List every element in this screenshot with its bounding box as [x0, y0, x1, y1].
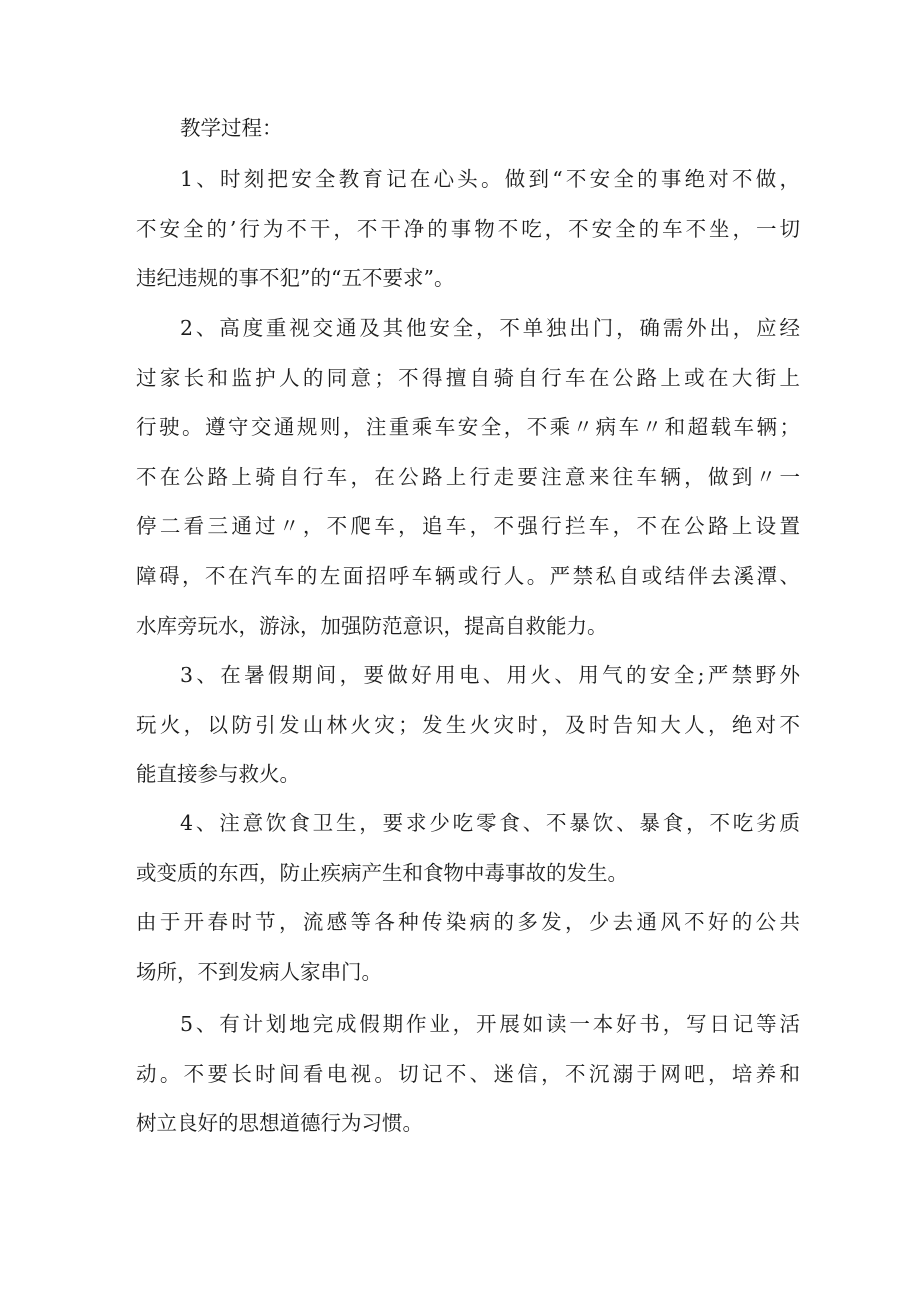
paragraph-note — [136, 898, 800, 997]
paragraph-line: 水库旁玩水，游泳，加强防范意识，提高自救能力。 — [136, 613, 608, 638]
paragraph-line: 玩火，以防引发山林火灾；发生火灾时，及时告知大人，绝对不 — [136, 712, 800, 737]
paragraph-line: 4、注意饮食卫生，要求少吃零食、不暴饮、暴食，不吃劣质 — [180, 811, 800, 835]
paragraph-line: 障碍，不在汽车的左面招呼车辆或行人。严禁私自或结伴去溪潭、 — [136, 563, 800, 588]
paragraph-line: 停二看三通过〃，不爬车，追车，不强行拦车，不在公路上设置 — [136, 514, 800, 539]
paragraph-item-1 — [136, 155, 800, 304]
section-heading: 教学过程： — [180, 116, 283, 140]
paragraph-line: 不安全的’行为不干，不干净的事物不吃，不安全的车不坐，一切 — [136, 216, 800, 241]
paragraph-item-4 — [136, 799, 800, 898]
paragraph-line: 动。不要长时间看电视。切记不、迷信，不沉溺于网吧，培养和 — [136, 1061, 800, 1086]
paragraph-line: 由于开春时节，流感等各种传染病的多发，少去通风不好的公共 — [136, 910, 800, 934]
paragraph-line: 5、有计划地完成假期作业，开展如读一本好书，写日记等活 — [180, 1012, 800, 1036]
heading-block — [136, 104, 800, 154]
paragraph-item-5 — [136, 1000, 800, 1149]
paragraph-line: 树立良好的思想道德行为习惯。 — [136, 1111, 423, 1136]
paragraph-line: 违纪违规的事不犯”的“五不要求”。 — [136, 266, 455, 291]
paragraph-line: 3、在暑假期间，要做好用电、用火、用气的安全;严禁野外 — [180, 663, 800, 687]
paragraph-line: 能直接参与救火。 — [136, 762, 300, 787]
paragraph-item-3 — [136, 651, 800, 800]
paragraph-line: 不在公路上骑自行车，在公路上行走要注意来往车辆，做到〃一 — [136, 464, 800, 489]
paragraph-line: 过家长和监护人的同意；不得擅自骑自行车在公路上或在大街上 — [136, 365, 800, 390]
paragraph-line: 行驶。遵守交通规则，注重乘车安全，不乘〃病车〃和超载车辆； — [136, 415, 800, 440]
paragraph-line: 场所，不到发病人家串门。 — [136, 959, 382, 984]
paragraph-line: 2、高度重视交通及其他安全，不单独出门，确需外出，应经 — [180, 316, 800, 340]
paragraph-line: 1、时刻把安全教育记在心头。做到“不安全的事绝对不做， — [180, 167, 800, 191]
paragraph-item-2 — [136, 304, 800, 651]
paragraph-line: 或变质的东西，防止疾病产生和食物中毒事故的发生。 — [136, 860, 628, 885]
